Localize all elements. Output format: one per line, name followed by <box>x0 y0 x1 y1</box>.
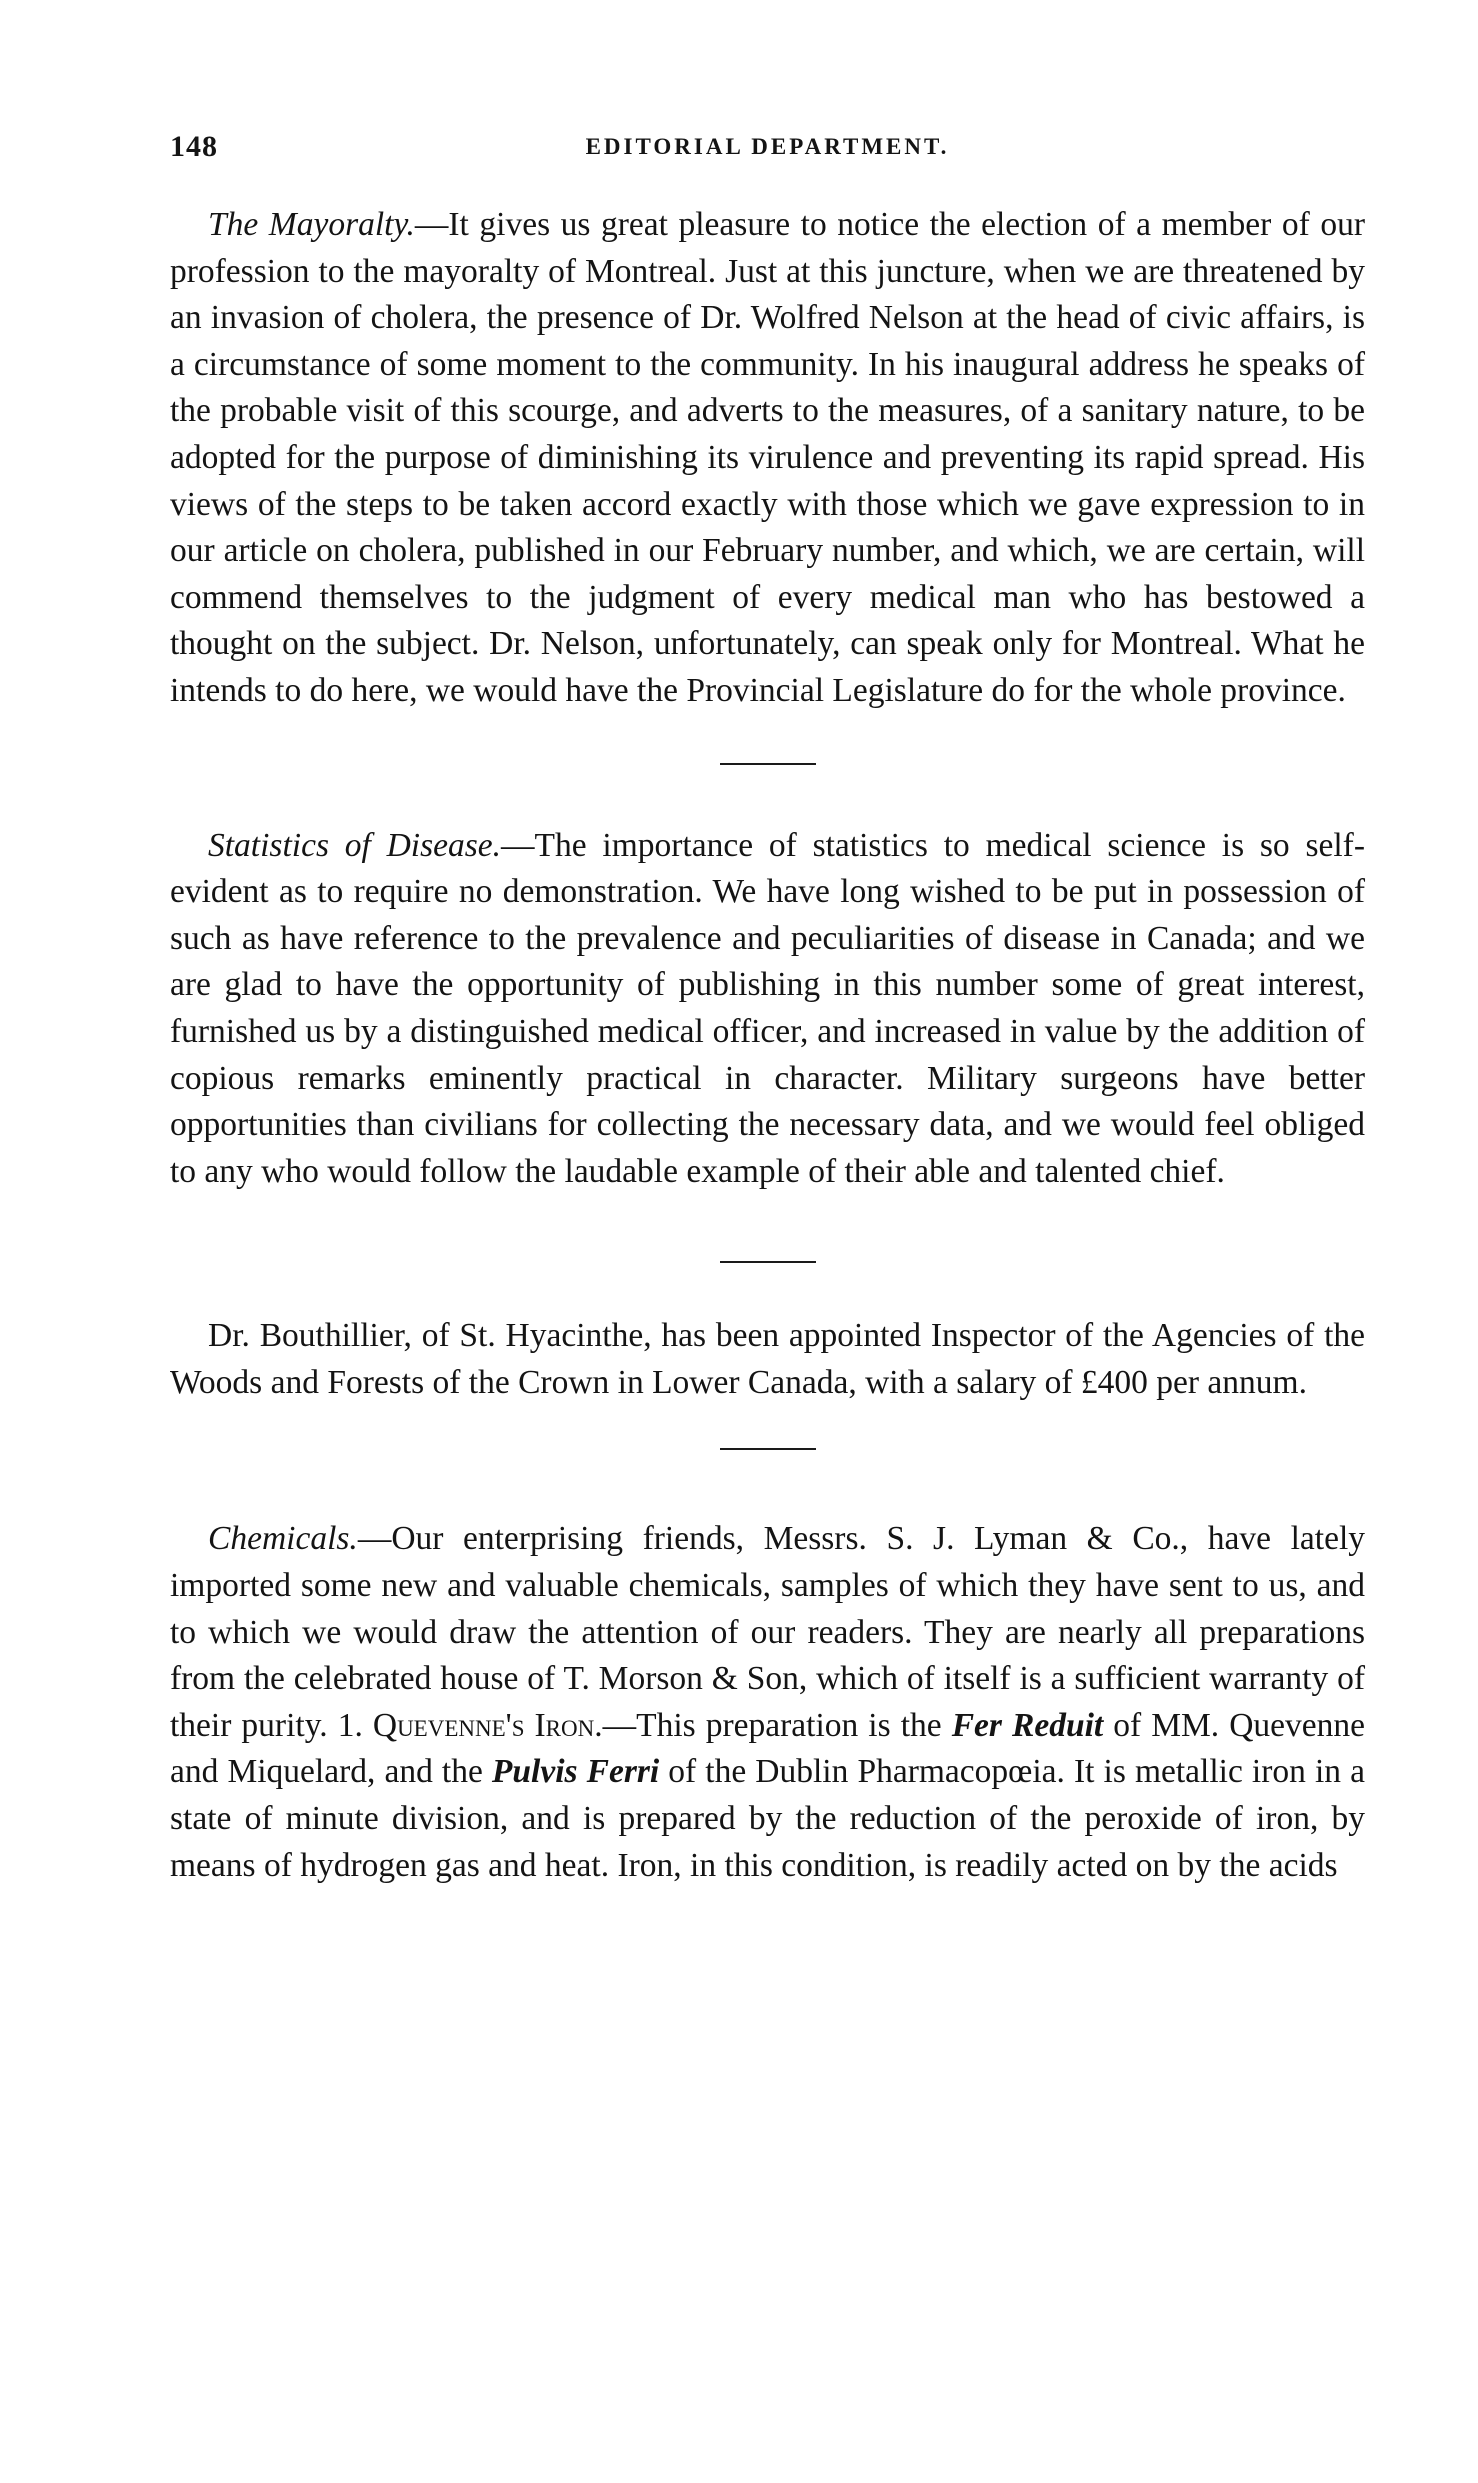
article-lead: Statistics of Disease. <box>208 826 502 864</box>
article-body: —It gives us great pleasure to notice the election of a member of our profession to the mayoralty of Montreal. Just at this juncture, when we are threatened by an invasion of cholera, the presence of Dr. Wolfred Nelson at the head of civic affairs, is a circumstance of some moment to the community. In his inaugural address he speaks of the probable visit of this scourge, and adverts to the measures, of a sanitary nature, to be adopted for the purpose of diminishing its virulence and preventing its rapid spread. His views of the steps to be taken accord exactly with those which we gave expression to in our article on cholera, published in our February number, and which, we are certain, will commend themselves to the judgment of every medical man who has bestowed a thought on the subject. Dr. Nelson, unfortunately, can speak only for Montreal. What he intends to do here, we would have the Provincial Legislature do for the whole province. <box>170 206 1365 709</box>
article-mayoralty <box>170 202 1365 715</box>
term: Pulvis Ferri <box>491 1753 660 1791</box>
article-lead: The Mayoralty. <box>208 206 415 243</box>
page <box>170 130 1365 1889</box>
page-header <box>170 130 1365 180</box>
page-number: 148 <box>170 130 218 163</box>
article-lead: Chemicals. <box>208 1520 358 1558</box>
running-head: EDITORIAL DEPARTMENT. <box>585 134 950 159</box>
article-body: —The importance of statistics to medical science is so self-evident as to require no demonstration. We have long wished to be put in possession of such as have reference to the prevalence and peculiarities of disease in Canada; and we are glad to have the opportunity of publishing in this number some of great interest, furnished us by a distinguished medical officer, and increased in value by the addition of copious remarks eminently practical in character. Military surgeons have better opportunities than civilians for collecting the necessary data, and we would feel obliged to any who would follow the laudable example of their able and talented chief. <box>170 826 1365 1190</box>
item-name: Quevenne's Iron. <box>372 1706 603 1744</box>
article-body: —Our enterprising friends, Messrs. S. J. Lyman & Co., have lately imported some new and valuable chemicals, samples of which they have sent to us, and to which we would draw the attention of our readers. They are nearly all preparations from the celebrated house of T. Morson & Son, which of itself is a sufficient warranty of their purity. 1. <box>170 1520 1365 1744</box>
article-appointment <box>170 1313 1365 1406</box>
article-chemicals <box>170 1516 1365 1889</box>
article-body: of MM. Quevenne and Miquelard, and the <box>170 1706 1365 1791</box>
article-body: of the Dublin Pharmacopœia. It is metallic iron in a state of minute division, and is prepared by the reduction of the peroxide of iron, by means of hydrogen gas and heat. Iron, in this condition, is readily acted on by the acids <box>170 1753 1365 1884</box>
article-statistics <box>170 823 1365 1196</box>
article-body: Dr. Bouthillier, of St. Hyacinthe, has been appointed Inspector of the Agencies of the Woods and Forests of the Crown in Lower Canada, with a salary of £400 per annum. <box>170 1317 1365 1401</box>
article-body: —This preparation is the <box>602 1706 952 1744</box>
term: Fer Reduit <box>951 1706 1104 1744</box>
